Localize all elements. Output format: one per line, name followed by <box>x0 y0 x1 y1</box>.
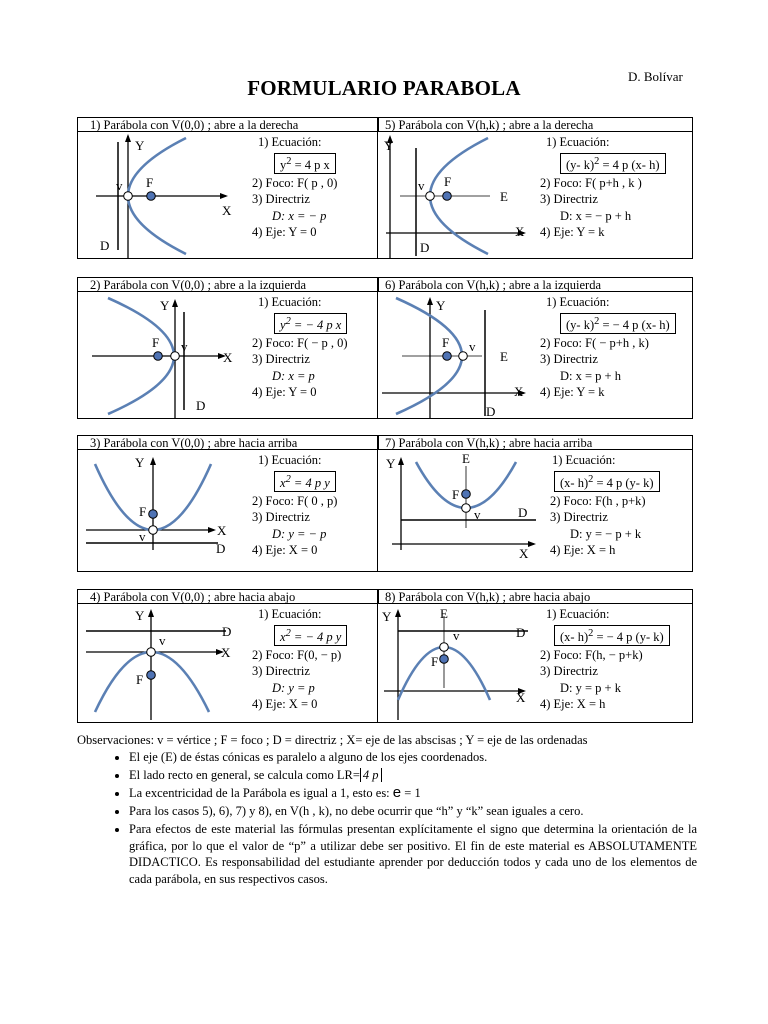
case-7-info <box>550 452 660 559</box>
case-2-graph <box>78 292 243 420</box>
x-label: X <box>515 224 525 239</box>
directrix-text: 3) Directriz <box>252 510 310 525</box>
axis-text: 4) Eje: X = h <box>540 697 606 712</box>
obs-item-1: • El eje (E) de éstas cónicas es paralelo a alguno de los ejes coordenados. <box>129 749 697 765</box>
axis-e-label: E <box>440 606 448 621</box>
focus-point <box>147 192 156 201</box>
obs-item-3: • La excentricidad de la Parábola es igual a 1, esto es: e = 1 <box>129 785 697 801</box>
directrix-eq: D: y = − p + k <box>570 526 642 541</box>
y-label: Y <box>386 456 396 471</box>
x-axis-arrow <box>208 527 216 533</box>
directrix-eq: D: x = − p + h <box>560 208 632 223</box>
case-1-header: 1) Parábola con V(0,0) ; abre a la derecha <box>78 118 378 132</box>
vertex-point <box>149 526 158 535</box>
directrix-text: 3) Directriz <box>540 352 598 367</box>
page-title: FORMULARIO PARABOLA <box>247 76 521 100</box>
y-axis-arrow <box>150 457 156 465</box>
case-8-graph <box>378 604 543 724</box>
case-4-info <box>252 606 347 713</box>
case-2-info <box>252 294 348 401</box>
axis-text: 4) Eje: X = 0 <box>252 697 318 712</box>
directrix-label: D <box>100 238 110 253</box>
row-1 <box>77 117 693 259</box>
case-5-header: 5) Parábola con V(h,k) ; abre a la derecha <box>378 118 692 132</box>
y-axis-arrow <box>427 297 433 305</box>
obs-item-4: • Para los casos 5), 6), 7) y 8), en V(h , k), no debe ocurrir que “h” y “k” sean iguales a cero. <box>129 803 697 819</box>
y-axis-arrow <box>398 457 404 465</box>
axis-text: 4) Eje: Y = k <box>540 385 605 400</box>
row-3 <box>77 435 693 572</box>
directrix-eq: D: x = − p <box>272 208 327 223</box>
vertex-label: v <box>139 529 146 544</box>
focus-label: F <box>152 335 160 350</box>
directrix-label: D <box>420 240 430 255</box>
eq-label: 1) Ecuación: <box>258 135 322 149</box>
y-label: Y <box>135 608 145 623</box>
case-7-graph <box>378 450 543 572</box>
directrix-label: D <box>196 398 206 413</box>
row-4 <box>77 589 693 723</box>
focus-point <box>443 192 452 201</box>
x-label: X <box>223 350 233 365</box>
axis-text: 4) Eje: Y = k <box>540 225 605 240</box>
eq-label: 1) Ecuación: <box>546 135 610 149</box>
case-4-graph <box>78 604 243 724</box>
case-1-graph <box>78 132 243 260</box>
equation-box: $y^2$ = − 4 p x <box>274 313 347 334</box>
focus-text: 2) Foco: F( − p , 0) <box>252 335 348 350</box>
focus-point <box>147 671 156 680</box>
vertex-point <box>459 352 468 361</box>
equation-box: (y- k)$^2$ = 4 p (x- h) <box>560 153 666 174</box>
directrix-label: D <box>518 505 528 520</box>
focus-label: F <box>452 487 460 502</box>
observations-list <box>77 749 697 887</box>
focus-text: 2) Foco: F( − p+h , k) <box>540 335 649 350</box>
case-8-header: 8) Parábola con V(h,k) ; abre hacia abajo <box>378 590 692 604</box>
x-label: X <box>221 645 231 660</box>
case-6-graph <box>378 292 538 420</box>
focus-text: 2) Foco: F( 0 , p) <box>252 493 338 508</box>
directrix-eq: D: x = p <box>272 368 315 383</box>
focus-point <box>149 510 158 519</box>
focus-label: F <box>139 504 147 519</box>
case-3-graph <box>78 450 243 572</box>
case-3-header: 3) Parábola con V(0,0) ; abre hacia arriba <box>78 436 378 450</box>
focus-point <box>462 490 471 499</box>
focus-text: 2) Foco: F(0, − p) <box>252 647 342 662</box>
y-label: Y <box>382 609 392 624</box>
y-label: Y <box>135 138 145 153</box>
vertex-point <box>462 504 471 513</box>
focus-text: 2) Foco: F(h , p+k) <box>550 493 646 508</box>
x-axis-arrow <box>220 193 228 199</box>
x-label: X <box>516 690 526 705</box>
focus-label: F <box>431 654 439 669</box>
case-8-info <box>540 606 670 713</box>
directrix-text: 3) Directriz <box>252 352 310 367</box>
case-3-info <box>252 452 337 559</box>
vertex-point <box>440 643 449 652</box>
eq-label: 1) Ecuación: <box>258 295 322 309</box>
row-2 <box>77 277 693 419</box>
vertex-label: v <box>159 633 166 648</box>
vertex-point <box>147 648 156 657</box>
vertex-point <box>426 192 435 201</box>
directrix-text: 3) Directriz <box>252 664 310 679</box>
equation-box: $y^2 = 4$ p x <box>274 153 336 174</box>
eq-label: 1) Ecuación: <box>546 295 610 309</box>
case-6-info <box>540 294 676 401</box>
focus-text: 2) Foco: F(h, − p+k) <box>540 647 643 662</box>
equation-box: (y- k)$^2$ = − 4 p (x- h) <box>560 313 676 334</box>
eq-label: 1) Ecuación: <box>552 453 616 467</box>
vertex-label: v <box>453 628 460 643</box>
focus-label: F <box>442 335 450 350</box>
focus-text: 2) Foco: F( p+h , k ) <box>540 175 642 190</box>
axis-text: 4) Eje: Y = 0 <box>252 225 317 240</box>
observations-intro: Observaciones: v = vértice ; F = foco ; D = directriz ; X= eje de las abscisas ; Y = eje de las ordenadas <box>77 733 588 747</box>
y-axis-arrow <box>125 134 131 142</box>
obs-item-2: • El lado recto en general, se calcula como LR= 4 p <box>129 767 697 783</box>
focus-label: F <box>136 672 144 687</box>
equation-box: $x^2$ = − 4 p y <box>274 625 347 646</box>
observations <box>77 732 697 889</box>
directrix-text: 3) Directriz <box>540 192 598 207</box>
vertex-label: v <box>116 178 123 193</box>
case-7-header: 7) Parábola con V(h,k) ; abre hacia arriba <box>378 436 692 450</box>
directrix-label: D <box>516 625 526 640</box>
directrix-text: 3) Directriz <box>252 192 310 207</box>
eccentricity-symbol: e <box>392 784 402 801</box>
vertex-label: v <box>469 339 476 354</box>
focus-label: F <box>444 174 452 189</box>
case-2-header: 2) Parábola con V(0,0) ; abre a la izquierda <box>78 278 378 292</box>
y-label: Y <box>436 298 446 313</box>
case-6-header: 6) Parábola con V(h,k) ; abre a la izquierda <box>378 278 692 292</box>
axis-text: 4) Eje: X = 0 <box>252 543 318 558</box>
directrix-label: D <box>216 541 226 556</box>
axis-text: 4) Eje: Y = 0 <box>252 385 317 400</box>
eq-label: 1) Ecuación: <box>258 453 322 467</box>
axis-e-label: E <box>500 349 508 364</box>
y-axis-arrow <box>395 609 401 617</box>
vertex-label: v <box>418 178 425 193</box>
y-label: Y <box>135 455 145 470</box>
vertex-label: v <box>474 507 481 522</box>
focus-point <box>440 655 449 664</box>
eq-label: 1) Ecuación: <box>258 607 322 621</box>
directrix-label: D <box>222 624 232 639</box>
directrix-label: D <box>486 404 496 419</box>
directrix-text: 3) Directriz <box>550 510 608 525</box>
equation-box: (x- h)$^2$ = − 4 p (y- k) <box>554 625 670 646</box>
focus-point <box>154 352 163 361</box>
parabola-curve <box>95 652 209 712</box>
case-1-info <box>252 134 337 241</box>
equation-box: (x- h)$^2$ = 4 p (y- k) <box>554 471 660 492</box>
x-label: X <box>519 546 529 561</box>
lr-formula: 4 p <box>360 768 382 782</box>
focus-label: F <box>146 175 154 190</box>
directrix-eq: D: y = − p <box>272 526 327 541</box>
directrix-eq: D: x = p + h <box>560 368 621 383</box>
y-axis-arrow <box>148 609 154 617</box>
x-label: X <box>222 203 232 218</box>
equation-box: $x^2 = 4$ p y <box>274 471 336 492</box>
focus-point <box>443 352 452 361</box>
vertex-point <box>171 352 180 361</box>
obs-item-5: • Para efectos de este material las fórmulas presentan explícitamente el signo que determina la orientación de la gráfica, por lo que el valor de “p” a utilizar debe ser positivo. El fin de este material es ABSOLUTAMENTE DIDACTICO. Es responsabilidad del estudiante aprender por deducción todos y cada uno de los elementos de cada parábola, en sus respectivos casos. <box>129 821 697 887</box>
vertex-point <box>124 192 133 201</box>
axis-e-label: E <box>462 451 470 466</box>
y-axis-arrow <box>172 299 178 307</box>
case-5-info <box>540 134 666 241</box>
x-axis-arrow <box>528 541 536 547</box>
x-label: X <box>217 523 227 538</box>
directrix-eq: D: y = p + k <box>560 680 621 695</box>
focus-text: 2) Foco: F( p , 0) <box>252 175 338 190</box>
eq-label: 1) Ecuación: <box>546 607 610 621</box>
directrix-text: 3) Directriz <box>540 664 598 679</box>
axis-text: 4) Eje: X = h <box>550 543 616 558</box>
x-label: X <box>514 384 524 399</box>
axis-e-label: E <box>500 189 508 204</box>
case-4-header: 4) Parábola con V(0,0) ; abre hacia abajo <box>78 590 378 604</box>
vertex-label: v <box>181 339 188 354</box>
y-label: Y <box>160 298 170 313</box>
y-label: Y <box>384 138 394 153</box>
author: D. Bolívar <box>628 69 683 84</box>
case-5-graph <box>378 132 538 260</box>
directrix-eq: D: y = p <box>272 680 315 695</box>
